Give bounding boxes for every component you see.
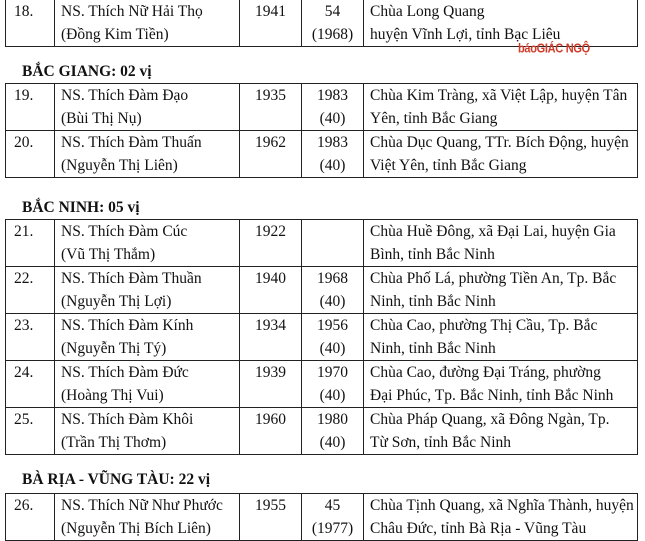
temple-cell: Chùa Cao, phường Thị Cầu, Tp. Bắc Ninh, tỉnh Bắc Ninh (364, 314, 638, 361)
temple-cell: Chùa Phố Lá, phường Tiền An, Tp. Bắc Ninh, tỉnh Bắc Ninh (364, 267, 638, 314)
section-heading-ba-ria-vung-tau: BÀ RỊA - VŨNG TÀU: 22 vị (22, 471, 211, 488)
section-heading-bac-ninh: BẮC NINH: 05 vị (22, 199, 140, 216)
nun-name-cell: NS. Thích Đàm Thuấn (Nguyễn Thị Liên) (55, 131, 240, 178)
birth-year: 1935 (240, 84, 302, 131)
birth-year: 1960 (240, 408, 302, 455)
nun-name-cell: NS. Thích Đàm Kính (Nguyễn Thị Tý) (55, 314, 240, 361)
birth-year: 1955 (240, 494, 302, 541)
table-row (6, 131, 638, 178)
nun-name-cell: NS. Thích Đàm Đức (Hoàng Thị Vui) (55, 361, 240, 408)
temple-cell: Chùa Huề Đông, xã Đại Lai, huyện Gia Bình, tỉnh Bắc Ninh (364, 220, 638, 267)
row-number: 22. (6, 267, 55, 314)
ordination-cell: 1983 (40) (302, 131, 364, 178)
nun-name-cell (55, 0, 240, 47)
ordination-cell: 1970 (40) (302, 361, 364, 408)
birth-year: 1922 (240, 220, 302, 267)
nun-dharma-name: NS. Thích Nữ Hải Thọ (61, 3, 203, 20)
birth-year: 1962 (240, 131, 302, 178)
table-row (6, 408, 638, 455)
temple-cell: Chùa Tịnh Quang, xã Nghĩa Thành, huyện Châu Đức, tỉnh Bà Rịa - Vũng Tàu (364, 494, 638, 541)
birth-year: 1941 (240, 0, 302, 47)
table-bac-giang (5, 83, 638, 178)
table-row (6, 494, 638, 541)
nun-name-cell: NS. Thích Đàm Khôi (Trần Thị Thơm) (55, 408, 240, 455)
nun-name-cell: NS. Thích Đàm Cúc (Vũ Thị Thắm) (55, 220, 240, 267)
ordination-cell: 1956 (40) (302, 314, 364, 361)
ordination-cell: 1968 (40) (302, 267, 364, 314)
birth-year: 1934 (240, 314, 302, 361)
nun-name-cell: NS. Thích Nữ Như Phước (Nguyễn Thị Bích Liên) (55, 494, 240, 541)
nun-lay-name: (Đồng Kim Tiền) (61, 26, 169, 43)
table-row (6, 361, 638, 408)
temple-cell: Chùa Cao, đường Đại Tráng, phường Đại Phúc, Tp. Bắc Ninh, tỉnh Bắc Ninh (364, 361, 638, 408)
ordination-cell: 54 (1968) (302, 0, 364, 47)
nun-name-cell: NS. Thích Đàm Đạo (Bùi Thị Nụ) (55, 84, 240, 131)
row-number: 23. (6, 314, 55, 361)
ordination-cell: 45 (1977) (302, 494, 364, 541)
temple-cell: Chùa Pháp Quang, xã Đông Ngàn, Tp. Từ Sơn, tỉnh Bắc Ninh (364, 408, 638, 455)
row-number: 20. (6, 131, 55, 178)
table-ba-ria-vung-tau (5, 493, 638, 541)
temple-cell: Chùa Kim Tràng, xã Việt Lập, huyện Tân Yên, tỉnh Bắc Giang (364, 84, 638, 131)
ordination-cell: 1980 (40) (302, 408, 364, 455)
table-row (6, 220, 638, 267)
temple-cell: Chùa Dục Quang, TTr. Bích Động, huyện Việt Yên, tỉnh Bắc Giang (364, 131, 638, 178)
newspaper-watermark-logo: báoGIÁC NGỘ (518, 42, 590, 56)
row-number: 21. (6, 220, 55, 267)
table-row (6, 314, 638, 361)
row-number: 19. (6, 84, 55, 131)
row-number: 18. (6, 0, 55, 47)
row-number: 24. (6, 361, 55, 408)
row-number: 26. (6, 494, 55, 541)
temple-cell: Chùa Long Quang huyện Vĩnh Lợi, tỉnh Bạc Liêu (364, 0, 638, 47)
nun-name-cell: NS. Thích Đàm Thuần (Nguyễn Thị Lợi) (55, 267, 240, 314)
section-heading-bac-giang: BẮC GIANG: 02 vị (22, 63, 152, 80)
birth-year: 1939 (240, 361, 302, 408)
table-row (6, 267, 638, 314)
table-row (6, 84, 638, 131)
row-number: 25. (6, 408, 55, 455)
birth-year: 1940 (240, 267, 302, 314)
ordination-cell (302, 220, 364, 267)
ordination-cell: 1983 (40) (302, 84, 364, 131)
table-bac-ninh (5, 219, 638, 455)
